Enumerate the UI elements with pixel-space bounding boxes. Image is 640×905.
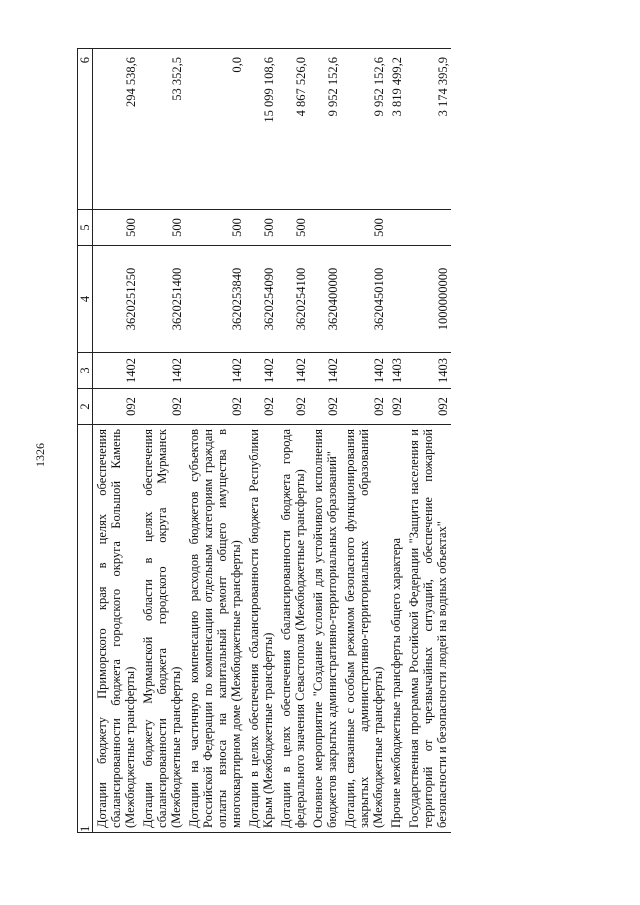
row-section: 1402 bbox=[185, 353, 245, 389]
header-col-4: 4 bbox=[78, 246, 93, 353]
row-section: 1402 bbox=[341, 353, 387, 389]
row-name: Государственная программа Российской Федерации "Защита населения и территорий от чрезвычайных ситуаций, обеспечение пожарной безопасности и безопасности людей на водных объектах" bbox=[405, 425, 451, 833]
row-ministry: 092 bbox=[387, 389, 405, 425]
table-row bbox=[405, 49, 451, 833]
table-row bbox=[387, 49, 405, 833]
row-ministry: 092 bbox=[405, 389, 451, 425]
row-target-article: 3620254100 bbox=[277, 246, 309, 353]
row-amount: 294 538,6 bbox=[93, 49, 140, 210]
row-ministry: 092 bbox=[277, 389, 309, 425]
row-expense-type: 500 bbox=[185, 210, 245, 246]
row-target-article: 3620450100 bbox=[341, 246, 387, 353]
row-expense-type: 500 bbox=[277, 210, 309, 246]
row-amount: 3 819 499,2 bbox=[387, 49, 405, 210]
row-ministry: 092 bbox=[93, 389, 140, 425]
row-name: Дотации на частичную компенсацию расходов бюджетов субъектов Российской Федерации по компенсации отдельным категориям граждан оплаты взноса на капитальный ремонт общего имущества в многоквартирном доме (Межбюджетные трансферты) bbox=[185, 425, 245, 833]
row-target-article: 3620251400 bbox=[139, 246, 185, 353]
row-expense-type bbox=[405, 210, 451, 246]
row-section: 1402 bbox=[139, 353, 185, 389]
row-target-article: 3620254090 bbox=[245, 246, 277, 353]
table-row bbox=[139, 49, 185, 833]
row-amount: 9 952 152,6 bbox=[309, 49, 341, 210]
row-name: Дотации, связанные с особым режимом безопасного функционирования закрытых административно-территориальных образований (Межбюджетные трансферты) bbox=[341, 425, 387, 833]
row-name: Дотации в целях обеспечения сбалансированности бюджета города федерального значения Севастополя (Межбюджетные трансферты) bbox=[277, 425, 309, 833]
row-expense-type: 500 bbox=[139, 210, 185, 246]
header-col-2: 2 bbox=[78, 389, 93, 425]
row-section: 1403 bbox=[405, 353, 451, 389]
row-ministry: 092 bbox=[341, 389, 387, 425]
page-number: 1326 bbox=[33, 443, 47, 467]
header-col-3: 3 bbox=[78, 353, 93, 389]
row-name: Основное мероприятие "Создание условий для устойчивого исполнения бюджетов закрытых административно-территориальных образований" bbox=[309, 425, 341, 833]
row-amount: 0,0 bbox=[185, 49, 245, 210]
row-amount: 53 352,5 bbox=[139, 49, 185, 210]
table-row bbox=[93, 49, 140, 833]
budget-table bbox=[77, 48, 451, 833]
row-amount: 3 174 395,9 bbox=[405, 49, 451, 210]
row-expense-type: 500 bbox=[93, 210, 140, 246]
row-section: 1402 bbox=[277, 353, 309, 389]
row-target-article: 1000000000 bbox=[405, 246, 451, 353]
row-name: Прочие межбюджетные трансферты общего характера bbox=[387, 425, 405, 833]
table-row bbox=[309, 49, 341, 833]
row-name: Дотации бюджету Мурманской области в целях обеспечения сбалансированности бюджета городского округа Мурманск (Межбюджетные трансферты) bbox=[139, 425, 185, 833]
row-expense-type: 500 bbox=[341, 210, 387, 246]
row-ministry: 092 bbox=[185, 389, 245, 425]
table-row bbox=[185, 49, 245, 833]
row-expense-type bbox=[309, 210, 341, 246]
row-name: Дотации в целях обеспечения сбалансированности бюджета Республики Крым (Межбюджетные трансферты) bbox=[245, 425, 277, 833]
row-target-article: 3620400000 bbox=[309, 246, 341, 353]
row-section: 1402 bbox=[93, 353, 140, 389]
row-ministry: 092 bbox=[309, 389, 341, 425]
row-expense-type bbox=[387, 210, 405, 246]
row-amount: 9 952 152,6 bbox=[341, 49, 387, 210]
table-row bbox=[245, 49, 277, 833]
row-name: Дотации бюджету Приморского края в целях обеспечения сбалансированности бюджета городского округа Большой Камень (Межбюджетные трансферты) bbox=[93, 425, 140, 833]
row-ministry: 092 bbox=[139, 389, 185, 425]
row-expense-type: 500 bbox=[245, 210, 277, 246]
table-row bbox=[277, 49, 309, 833]
table-row bbox=[341, 49, 387, 833]
header-col-5: 5 bbox=[78, 210, 93, 246]
header-col-1: 1 bbox=[78, 425, 93, 833]
header-col-6: 6 bbox=[78, 49, 93, 210]
row-section: 1402 bbox=[245, 353, 277, 389]
row-section: 1403 bbox=[387, 353, 405, 389]
row-amount: 15 099 108,6 bbox=[245, 49, 277, 210]
rotated-table-container bbox=[77, 57, 557, 833]
table-header-row bbox=[78, 49, 93, 833]
row-target-article: 3620253840 bbox=[185, 246, 245, 353]
row-ministry: 092 bbox=[245, 389, 277, 425]
row-target-article bbox=[387, 246, 405, 353]
row-section: 1402 bbox=[309, 353, 341, 389]
row-amount: 4 867 526,0 bbox=[277, 49, 309, 210]
row-target-article: 3620251250 bbox=[93, 246, 140, 353]
